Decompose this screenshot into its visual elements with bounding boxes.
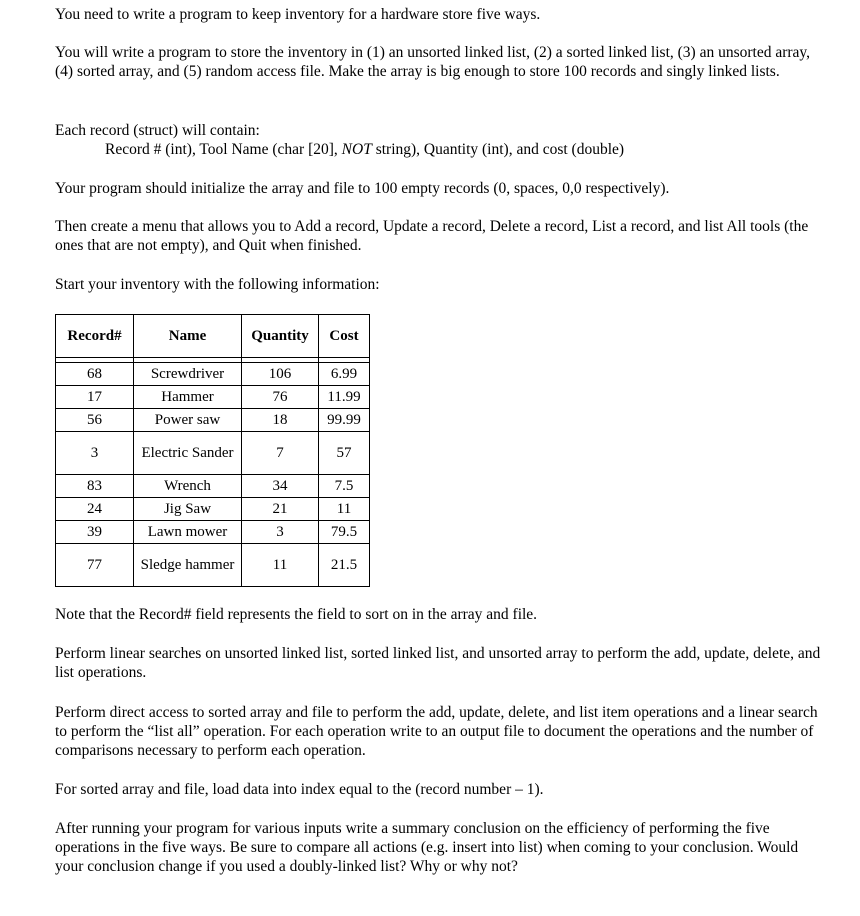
header-quantity: Quantity — [242, 315, 319, 358]
cell-name: Power saw — [134, 409, 242, 432]
table-row — [56, 475, 370, 498]
cell-quantity: 11 — [242, 544, 319, 587]
cell-cost: 99.99 — [319, 409, 370, 432]
cell-name: Sledge hammer — [134, 544, 242, 587]
cell-record: 77 — [56, 544, 134, 587]
cell-name: Wrench — [134, 475, 242, 498]
cell-cost: 7.5 — [319, 475, 370, 498]
initialize-paragraph: Your program should initialize the array and file to 100 empty records (0, spaces, 0,0 respectively). — [55, 180, 670, 197]
start-inventory-paragraph: Start your inventory with the following information: — [55, 276, 380, 293]
inventory-table — [55, 314, 370, 587]
cell-cost: 6.99 — [319, 363, 370, 386]
table-header-row — [56, 315, 370, 358]
cell-name: Lawn mower — [134, 521, 242, 544]
cell-cost: 21.5 — [319, 544, 370, 587]
table-row — [56, 363, 370, 386]
cell-record: 56 — [56, 409, 134, 432]
cell-quantity: 76 — [242, 386, 319, 409]
cell-record: 3 — [56, 432, 134, 475]
cell-cost: 11 — [319, 498, 370, 521]
linear-search-paragraph: Perform linear searches on unsorted linked list, sorted linked list, and unsorted array to perform the add, update, delete, and list operations. — [55, 645, 821, 681]
cell-cost: 79.5 — [319, 521, 370, 544]
cell-name: Screwdriver — [134, 363, 242, 386]
table-row — [56, 386, 370, 409]
header-record: Record# — [56, 315, 134, 358]
menu-paragraph: Then create a menu that allows you to Add a record, Update a record, Delete a record, List a record, and list All tools (the ones that are not empty), and Quit when finished. — [55, 218, 809, 254]
record-fields: Record # (int), Tool Name (char [20], NOT string), Quantity (int), and cost (double) — [105, 141, 625, 158]
cell-name: Hammer — [134, 386, 242, 409]
conclusion-paragraph: After running your program for various inputs write a summary conclusion on the efficiency of performing the five operations in the five ways. Be sure to compare all actions (e.g. insert into list) when coming to your conclusion. Would your conclusion change if you used a doubly-linked list? Why or why not? — [55, 820, 799, 875]
index-paragraph: For sorted array and file, load data into index equal to the (record number – 1). — [55, 781, 544, 798]
cell-quantity: 3 — [242, 521, 319, 544]
cell-quantity: 18 — [242, 409, 319, 432]
intro-paragraph: You need to write a program to keep inventory for a hardware store five ways. — [55, 6, 541, 23]
header-cost: Cost — [319, 315, 370, 358]
cell-record: 24 — [56, 498, 134, 521]
cell-name: Electric Sander — [134, 432, 242, 475]
cell-record: 68 — [56, 363, 134, 386]
cell-record: 39 — [56, 521, 134, 544]
cell-quantity: 34 — [242, 475, 319, 498]
header-name: Name — [134, 315, 242, 358]
not-emphasis: NOT — [341, 141, 372, 158]
record-heading: Each record (struct) will contain: — [55, 122, 260, 139]
cell-record: 17 — [56, 386, 134, 409]
cell-quantity: 7 — [242, 432, 319, 475]
storage-paragraph: You will write a program to store the inventory in (1) an unsorted linked list, (2) a sorted linked list, (3) an unsorted array, (4) sorted array, and (5) random access file. Make the array is big enough to store 100 records and singly linked lists. — [55, 44, 811, 80]
table-row — [56, 432, 370, 475]
cell-name: Jig Saw — [134, 498, 242, 521]
table-row — [56, 521, 370, 544]
cell-cost: 57 — [319, 432, 370, 475]
table-row — [56, 544, 370, 587]
table-row — [56, 409, 370, 432]
cell-cost: 11.99 — [319, 386, 370, 409]
direct-access-paragraph: Perform direct access to sorted array and file to perform the add, update, delete, and list item operations and a linear search to perform the “list all” operation. For each operation write to an output file to document the operations and the number of comparisons necessary to perform each operation. — [55, 704, 818, 759]
sort-note-paragraph: Note that the Record# field represents the field to sort on in the array and file. — [55, 606, 538, 623]
table-row — [56, 498, 370, 521]
cell-quantity: 106 — [242, 363, 319, 386]
cell-record: 83 — [56, 475, 134, 498]
cell-quantity: 21 — [242, 498, 319, 521]
